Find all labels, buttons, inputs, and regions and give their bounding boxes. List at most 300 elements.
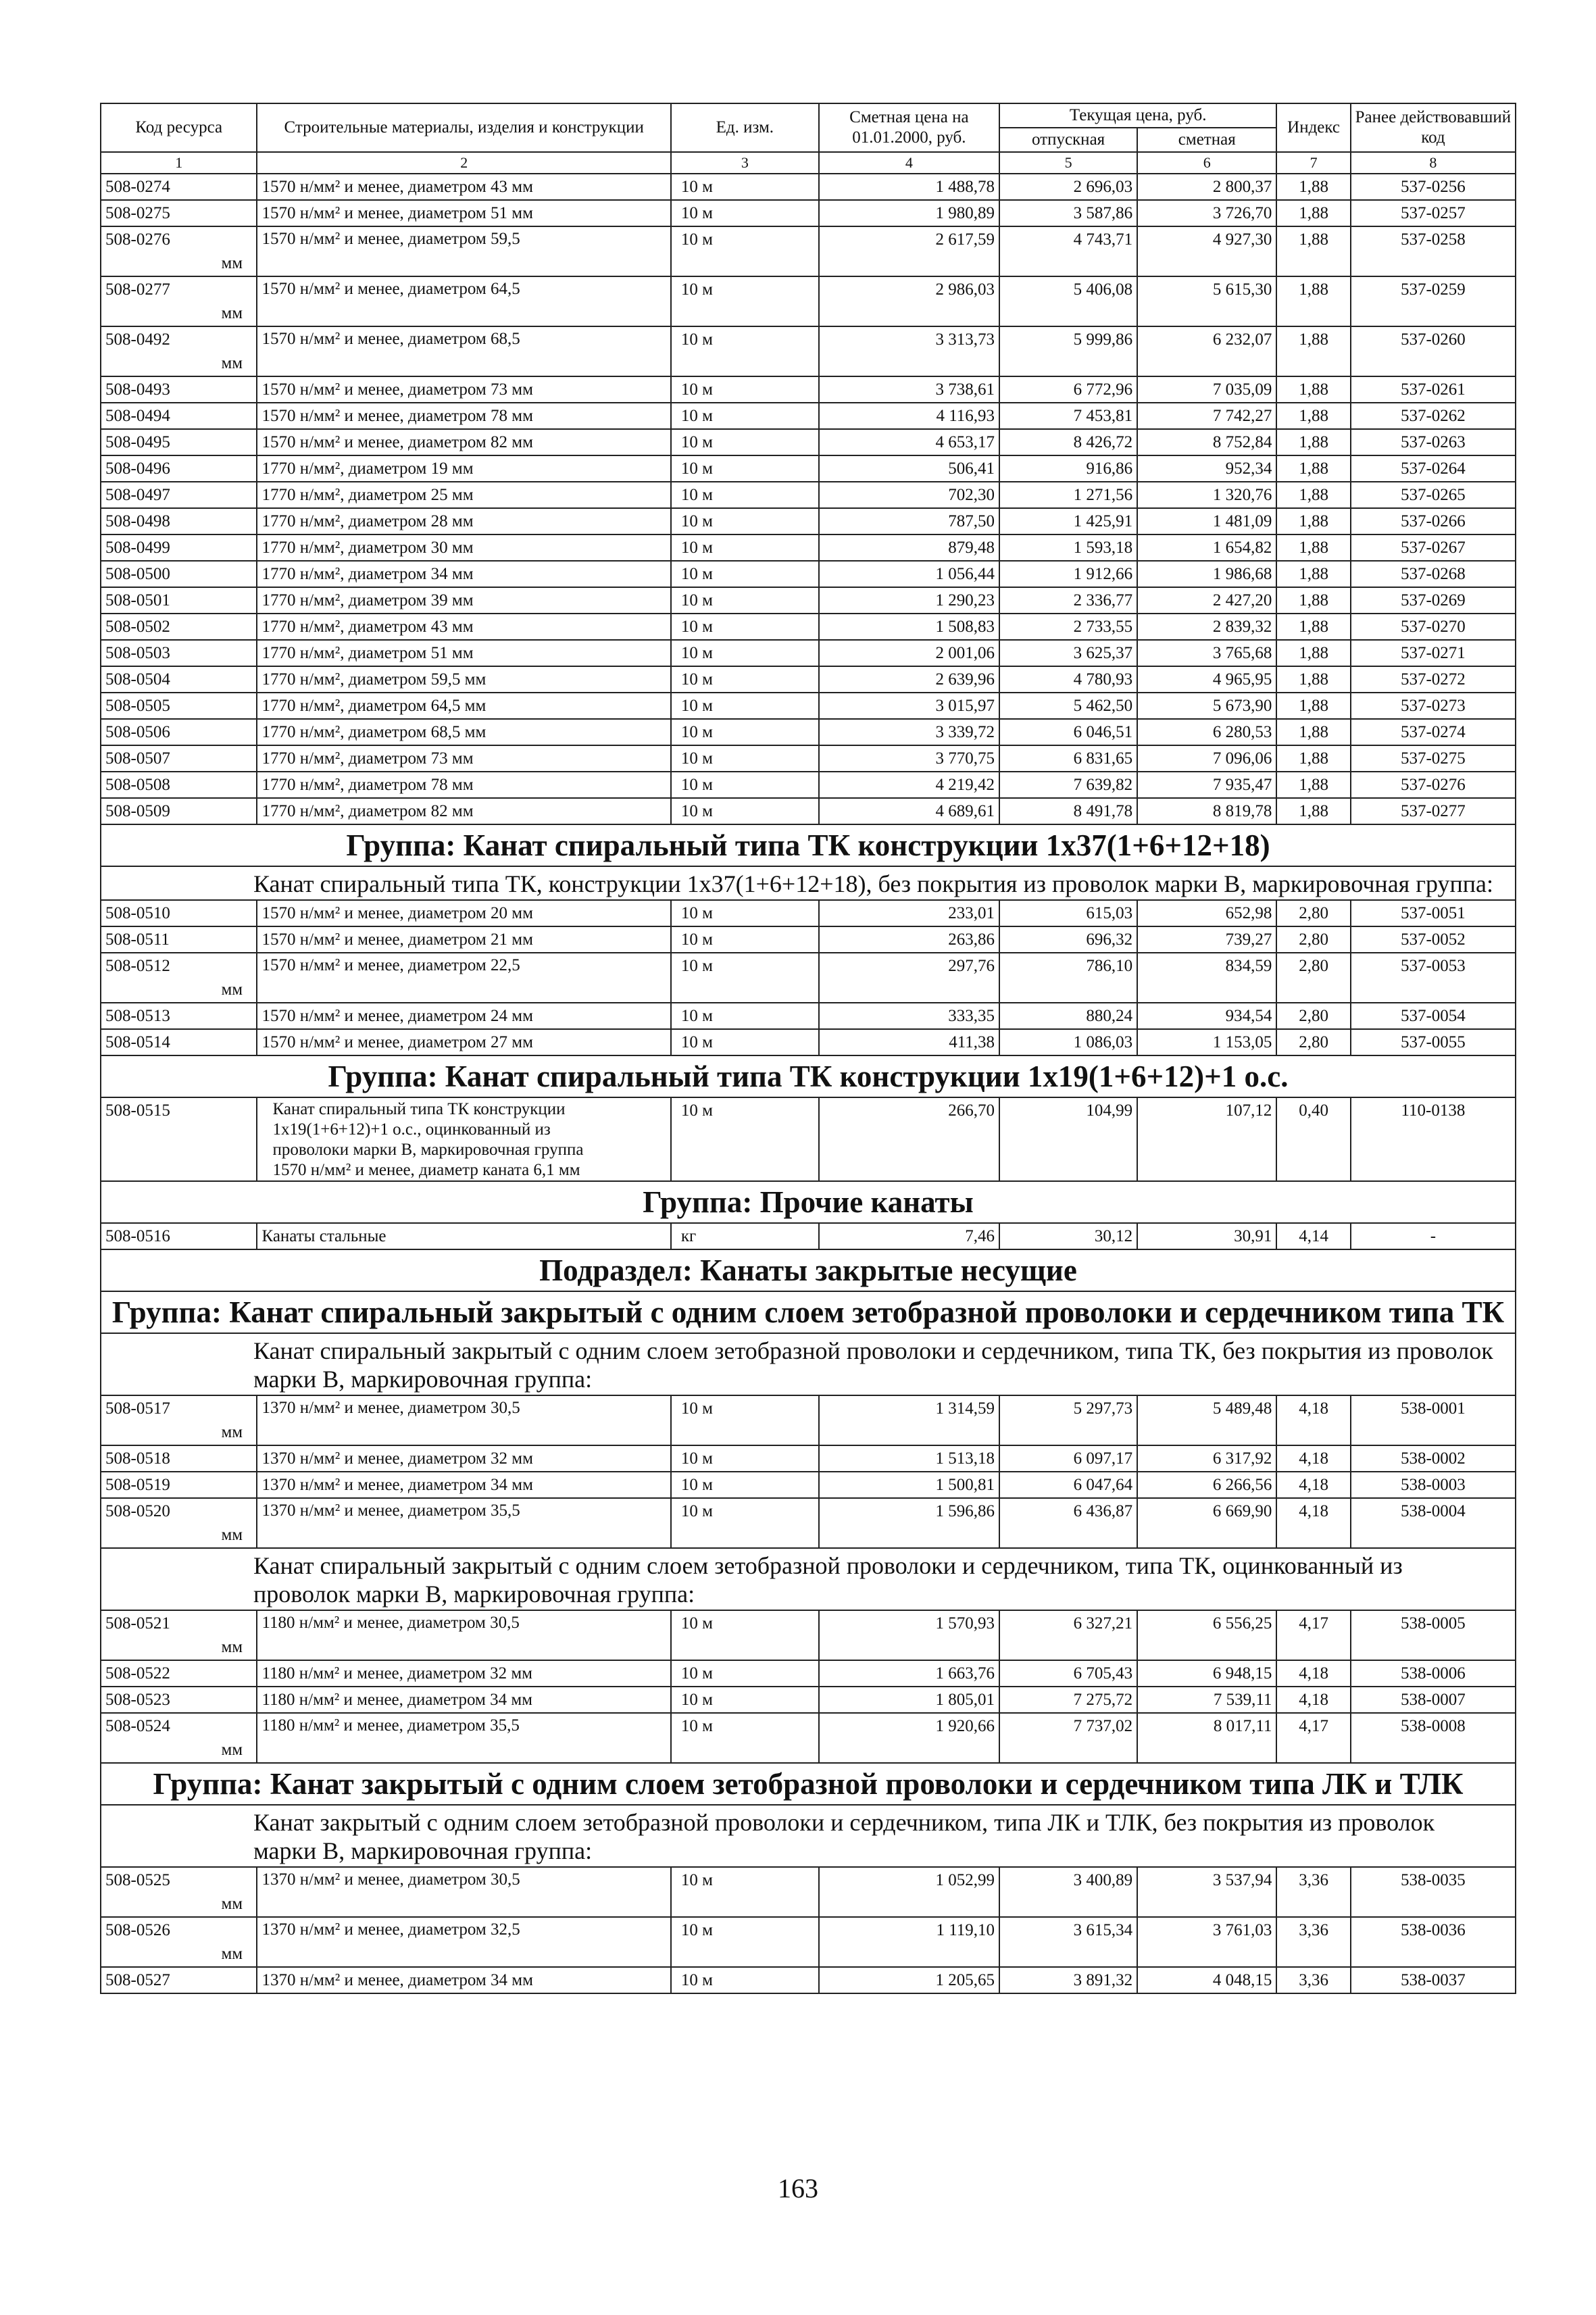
unit-cell: 10 м (671, 953, 819, 1003)
material-text-cont: мм (221, 304, 243, 322)
material-line: 1570 н/мм² и менее, диаметр каната 6,1 мм (272, 1161, 580, 1179)
index-cell: 1,88 (1276, 561, 1350, 587)
description-text: Канат спиральный типа ТК, конструкции 1х37(1+6+12+18), без покрытия из проволок марки В, маркировочная группа: (101, 866, 1516, 900)
material-text: 1570 н/мм² и менее, диаметром 59,5 (261, 230, 520, 248)
group-title: Подраздел: Канаты закрытые несущие (101, 1249, 1516, 1291)
unit-cell: 10 м (671, 455, 819, 482)
release-price-cell: 6 705,43 (999, 1660, 1137, 1687)
table-row (101, 1395, 1516, 1445)
prev-code-cell: 538-0008 (1351, 1713, 1516, 1763)
resource-code: 508-0508 (101, 772, 257, 798)
table-row (101, 174, 1516, 200)
prev-code-cell: - (1351, 1223, 1516, 1249)
table-row (101, 666, 1516, 693)
price-2000-cell: 1 119,10 (819, 1917, 999, 1967)
prev-code-cell: 537-0261 (1351, 376, 1516, 403)
group-description (101, 1333, 1516, 1395)
resource-code: 508-0518 (101, 1445, 257, 1472)
table-row (101, 1917, 1516, 1967)
unit-cell: 10 м (671, 403, 819, 429)
index-cell: 1,88 (1276, 640, 1350, 666)
table-row (101, 1687, 1516, 1713)
resource-code: 508-0505 (101, 693, 257, 719)
release-price-cell: 3 615,34 (999, 1917, 1137, 1967)
prev-code-cell: 537-0256 (1351, 174, 1516, 200)
unit-cell: 10 м (671, 1867, 819, 1917)
estimate-price-cell: 1 320,76 (1137, 482, 1276, 508)
table-row (101, 482, 1516, 508)
estimate-price-cell: 2 427,20 (1137, 587, 1276, 614)
material-cell: 1370 н/мм² и менее, диаметром 34 мм (257, 1967, 670, 1993)
material-cell (221, 326, 670, 376)
material-cell: 1770 н/мм², диаметром 30 мм (257, 534, 670, 561)
material-cell (221, 1867, 670, 1917)
prev-code-cell: 538-0007 (1351, 1687, 1516, 1713)
material-text: 1180 н/мм² и менее, диаметром 30,5 (261, 1614, 520, 1632)
group-heading (101, 1291, 1516, 1333)
group-title: Группа: Канат спиральный закрытый с одним слоем зетобразной проволоки и сердечником типа ТК (101, 1291, 1516, 1333)
estimate-price-cell: 4 048,15 (1137, 1967, 1276, 1993)
release-price-cell: 8 491,78 (999, 798, 1137, 824)
price-2000-cell: 2 639,96 (819, 666, 999, 693)
unit-cell: 10 м (671, 614, 819, 640)
resource-code: 508-0523 (101, 1687, 257, 1713)
estimate-price-cell: 8 752,84 (1137, 429, 1276, 455)
price-2000-cell: 1 920,66 (819, 1713, 999, 1763)
index-cell: 1,88 (1276, 226, 1350, 276)
release-price-cell: 4 743,71 (999, 226, 1137, 276)
resource-code: 508-0506 (101, 719, 257, 745)
material-cell: 1180 н/мм² и менее, диаметром 34 мм (257, 1687, 670, 1713)
material-text-cont: мм (221, 1895, 243, 1913)
table-row (101, 693, 1516, 719)
table-row (101, 1660, 1516, 1687)
unit-cell: 10 м (671, 798, 819, 824)
resource-code: 508-0503 (101, 640, 257, 666)
material-text-cont: мм (221, 980, 243, 999)
material-text: 1180 н/мм² и менее, диаметром 35,5 (261, 1716, 520, 1735)
unit-cell: 10 м (671, 1660, 819, 1687)
estimate-price-cell: 30,91 (1137, 1223, 1276, 1249)
price-2000-cell: 2 986,03 (819, 276, 999, 326)
estimate-price-cell: 6 232,07 (1137, 326, 1276, 376)
estimate-price-cell: 7 742,27 (1137, 403, 1276, 429)
table-row (101, 508, 1516, 534)
resource-code: 508-0499 (101, 534, 257, 561)
material-cell (221, 1917, 670, 1967)
price-2000-cell: 333,35 (819, 1003, 999, 1029)
resource-code: 508-0524 (101, 1713, 257, 1763)
unit-cell: 10 м (671, 1003, 819, 1029)
estimate-price-cell: 3 726,70 (1137, 200, 1276, 226)
index-cell: 1,88 (1276, 508, 1350, 534)
estimate-price-cell: 7 035,09 (1137, 376, 1276, 403)
table-row (101, 561, 1516, 587)
material-cell: 1770 н/мм², диаметром 82 мм (257, 798, 670, 824)
header-material: Строительные материалы, изделия и конструкции (257, 103, 670, 152)
resource-code: 508-0510 (101, 900, 257, 926)
price-2000-cell: 1 205,65 (819, 1967, 999, 1993)
price-2000-cell: 233,01 (819, 900, 999, 926)
resource-code: 508-0276 (101, 226, 257, 276)
resource-code: 508-0493 (101, 376, 257, 403)
table-row (101, 1967, 1516, 1993)
release-price-cell: 6 327,21 (999, 1610, 1137, 1660)
index-cell: 4,18 (1276, 1660, 1350, 1687)
release-price-cell: 1 425,91 (999, 508, 1137, 534)
index-cell: 1,88 (1276, 376, 1350, 403)
release-price-cell: 6 436,87 (999, 1498, 1137, 1548)
material-line: проволоки марки В, маркировочная группа (272, 1141, 584, 1159)
resource-code: 508-0512 (101, 953, 257, 1003)
material-cell: 1770 н/мм², диаметром 64,5 мм (257, 693, 670, 719)
estimate-price-cell: 1 654,82 (1137, 534, 1276, 561)
estimate-price-cell: 3 765,68 (1137, 640, 1276, 666)
prev-code-cell: 537-0265 (1351, 482, 1516, 508)
material-cell (221, 953, 670, 1003)
index-cell: 4,18 (1276, 1472, 1350, 1498)
unit-cell: кг (671, 1223, 819, 1249)
price-2000-cell: 1 513,18 (819, 1445, 999, 1472)
price-2000-cell: 1 663,76 (819, 1660, 999, 1687)
material-cell: 1770 н/мм², диаметром 34 мм (257, 561, 670, 587)
prev-code-cell: 537-0276 (1351, 772, 1516, 798)
release-price-cell: 6 831,65 (999, 745, 1137, 772)
group-title: Группа: Канат закрытый с одним слоем зетобразной проволоки и сердечником типа ЛК и ТЛК (101, 1763, 1516, 1805)
col-number: 1 (101, 152, 257, 174)
page-number: 163 (778, 2173, 818, 2204)
material-cell: 1180 н/мм² и менее, диаметром 32 мм (257, 1660, 670, 1687)
group-description (101, 1548, 1516, 1610)
table-row (101, 376, 1516, 403)
estimate-price-cell: 5 673,90 (1137, 693, 1276, 719)
index-cell: 1,88 (1276, 798, 1350, 824)
prev-code-cell: 537-0274 (1351, 719, 1516, 745)
table-row (101, 1003, 1516, 1029)
prev-code-cell: 537-0266 (1351, 508, 1516, 534)
index-cell: 3,36 (1276, 1867, 1350, 1917)
group-heading (101, 1763, 1516, 1805)
estimate-price-cell: 1 986,68 (1137, 561, 1276, 587)
material-cell: 1770 н/мм², диаметром 59,5 мм (257, 666, 670, 693)
table-row (101, 226, 1516, 276)
table-row (101, 640, 1516, 666)
prev-code-cell: 538-0035 (1351, 1867, 1516, 1917)
resource-code: 508-0514 (101, 1029, 257, 1055)
resource-code: 508-0515 (101, 1097, 257, 1181)
col-number: 6 (1137, 152, 1276, 174)
price-2000-cell: 1 508,83 (819, 614, 999, 640)
unit-cell: 10 м (671, 587, 819, 614)
estimate-price-cell: 6 669,90 (1137, 1498, 1276, 1548)
table-row (101, 455, 1516, 482)
prev-code-cell: 537-0053 (1351, 953, 1516, 1003)
resource-code: 508-0504 (101, 666, 257, 693)
price-2000-cell: 3 015,97 (819, 693, 999, 719)
index-cell: 1,88 (1276, 429, 1350, 455)
material-text: 1370 н/мм² и менее, диаметром 32,5 (261, 1920, 520, 1939)
unit-cell: 10 м (671, 772, 819, 798)
estimate-price-cell: 6 948,15 (1137, 1660, 1276, 1687)
table-row (101, 276, 1516, 326)
release-price-cell: 7 453,81 (999, 403, 1137, 429)
resource-code: 508-0497 (101, 482, 257, 508)
resource-code: 508-0521 (101, 1610, 257, 1660)
prev-code-cell: 537-0262 (1351, 403, 1516, 429)
material-text-cont: мм (221, 1423, 243, 1441)
price-2000-cell: 1 805,01 (819, 1687, 999, 1713)
release-price-cell: 696,32 (999, 926, 1137, 953)
table-row (101, 1097, 1516, 1181)
release-price-cell: 7 639,82 (999, 772, 1137, 798)
index-cell: 4,18 (1276, 1445, 1350, 1472)
table-row (101, 1867, 1516, 1917)
description-text: Канат закрытый с одним слоем зетобразной проволоки и сердечником, типа ЛК и ТЛК, без покрытия из проволок марки В, маркировочная группа: (101, 1805, 1516, 1867)
table-row (101, 1498, 1516, 1548)
material-cell: 1570 н/мм² и менее, диаметром 73 мм (257, 376, 670, 403)
material-cell: 1570 н/мм² и менее, диаметром 82 мм (257, 429, 670, 455)
index-cell: 1,88 (1276, 276, 1350, 326)
index-cell: 3,36 (1276, 1917, 1350, 1967)
resource-code: 508-0507 (101, 745, 257, 772)
price-2000-cell: 879,48 (819, 534, 999, 561)
table-row (101, 534, 1516, 561)
index-cell: 1,88 (1276, 174, 1350, 200)
index-cell: 1,88 (1276, 587, 1350, 614)
material-cell: 1570 н/мм² и менее, диаметром 27 мм (257, 1029, 670, 1055)
resource-code: 508-0527 (101, 1967, 257, 1993)
estimate-price-cell: 2 839,32 (1137, 614, 1276, 640)
material-cell: Канаты стальные (257, 1223, 670, 1249)
table-row (101, 403, 1516, 429)
unit-cell: 10 м (671, 719, 819, 745)
prev-code-cell: 537-0054 (1351, 1003, 1516, 1029)
release-price-cell: 6 046,51 (999, 719, 1137, 745)
release-price-cell: 2 733,55 (999, 614, 1137, 640)
release-price-cell: 3 400,89 (999, 1867, 1137, 1917)
table-row (101, 1223, 1516, 1249)
prev-code-cell: 537-0257 (1351, 200, 1516, 226)
group-title: Группа: Канат спиральный типа ТК конструкции 1х19(1+6+12)+1 о.с. (101, 1055, 1516, 1097)
table-row (101, 326, 1516, 376)
prev-code-cell: 538-0005 (1351, 1610, 1516, 1660)
estimate-price-cell: 952,34 (1137, 455, 1276, 482)
prev-code-cell: 537-0264 (1351, 455, 1516, 482)
prev-code-cell: 538-0036 (1351, 1917, 1516, 1967)
table-row (101, 798, 1516, 824)
table-body (101, 174, 1516, 1993)
unit-cell: 10 м (671, 693, 819, 719)
material-text-cont: мм (221, 254, 243, 272)
table-row (101, 1029, 1516, 1055)
table-row (101, 1610, 1516, 1660)
table-row (101, 429, 1516, 455)
table-row (101, 926, 1516, 953)
table-header (101, 103, 1516, 174)
material-cell: 1570 н/мм² и менее, диаметром 21 мм (257, 926, 670, 953)
index-cell: 1,88 (1276, 200, 1350, 226)
material-text-cont: мм (221, 1945, 243, 1963)
price-2000-cell: 1 488,78 (819, 174, 999, 200)
index-cell: 4,17 (1276, 1610, 1350, 1660)
unit-cell: 10 м (671, 534, 819, 561)
prev-code-cell: 538-0001 (1351, 1395, 1516, 1445)
prev-code-cell: 537-0260 (1351, 326, 1516, 376)
material-cell: 1570 н/мм² и менее, диаметром 20 мм (257, 900, 670, 926)
index-cell: 3,36 (1276, 1967, 1350, 1993)
table-row (101, 1445, 1516, 1472)
release-price-cell: 615,03 (999, 900, 1137, 926)
release-price-cell: 8 426,72 (999, 429, 1137, 455)
price-2000-cell: 3 770,75 (819, 745, 999, 772)
unit-cell: 10 м (671, 429, 819, 455)
material-text-cont: мм (221, 354, 243, 372)
unit-cell: 10 м (671, 1395, 819, 1445)
index-cell: 0,40 (1276, 1097, 1350, 1181)
prev-code-cell: 537-0271 (1351, 640, 1516, 666)
prev-code-cell: 537-0055 (1351, 1029, 1516, 1055)
prev-code-cell: 537-0277 (1351, 798, 1516, 824)
material-cell (221, 276, 670, 326)
estimate-price-cell: 7 935,47 (1137, 772, 1276, 798)
estimate-price-cell: 8 017,11 (1137, 1713, 1276, 1763)
price-2000-cell: 702,30 (819, 482, 999, 508)
index-cell: 4,17 (1276, 1713, 1350, 1763)
estimate-price-cell: 739,27 (1137, 926, 1276, 953)
unit-cell: 10 м (671, 174, 819, 200)
price-2000-cell: 263,86 (819, 926, 999, 953)
header-release-price: отпускная (999, 128, 1137, 152)
price-2000-cell: 1 500,81 (819, 1472, 999, 1498)
unit-cell: 10 м (671, 482, 819, 508)
material-cell: 1370 н/мм² и менее, диаметром 34 мм (257, 1472, 670, 1498)
price-2000-cell: 1 596,86 (819, 1498, 999, 1548)
estimate-price-cell: 107,12 (1137, 1097, 1276, 1181)
material-text-cont: мм (221, 1741, 243, 1759)
price-2000-cell: 2 617,59 (819, 226, 999, 276)
release-price-cell: 4 780,93 (999, 666, 1137, 693)
price-2000-cell: 266,70 (819, 1097, 999, 1181)
release-price-cell: 6 097,17 (999, 1445, 1137, 1472)
price-2000-cell: 3 313,73 (819, 326, 999, 376)
unit-cell: 10 м (671, 745, 819, 772)
price-2000-cell: 1 314,59 (819, 1395, 999, 1445)
release-price-cell: 3 587,86 (999, 200, 1137, 226)
release-price-cell: 2 336,77 (999, 587, 1137, 614)
unit-cell: 10 м (671, 200, 819, 226)
prev-code-cell: 537-0052 (1351, 926, 1516, 953)
estimate-price-cell: 6 556,25 (1137, 1610, 1276, 1660)
prev-code-cell: 110-0138 (1351, 1097, 1516, 1181)
index-cell: 2,80 (1276, 1003, 1350, 1029)
group-heading (101, 1181, 1516, 1223)
prev-code-cell: 538-0006 (1351, 1660, 1516, 1687)
release-price-cell: 3 625,37 (999, 640, 1137, 666)
estimate-price-cell: 5 615,30 (1137, 276, 1276, 326)
index-cell: 2,80 (1276, 900, 1350, 926)
estimate-price-cell: 1 153,05 (1137, 1029, 1276, 1055)
resource-code: 508-0525 (101, 1867, 257, 1917)
material-line: 1х19(1+6+12)+1 о.с., оцинкованный из (272, 1120, 551, 1139)
material-cell (257, 1097, 670, 1181)
release-price-cell: 5 462,50 (999, 693, 1137, 719)
unit-cell: 10 м (671, 1498, 819, 1548)
material-text: 1370 н/мм² и менее, диаметром 35,5 (261, 1501, 520, 1520)
prev-code-cell: 538-0003 (1351, 1472, 1516, 1498)
col-number: 5 (999, 152, 1137, 174)
material-cell: 1370 н/мм² и менее, диаметром 32 мм (257, 1445, 670, 1472)
unit-cell: 10 м (671, 1097, 819, 1181)
price-2000-cell: 787,50 (819, 508, 999, 534)
resource-code: 508-0513 (101, 1003, 257, 1029)
index-cell: 1,88 (1276, 326, 1350, 376)
unit-cell: 10 м (671, 926, 819, 953)
release-price-cell: 7 275,72 (999, 1687, 1137, 1713)
prev-code-cell: 537-0273 (1351, 693, 1516, 719)
subsection-heading (101, 1249, 1516, 1291)
material-cell: 1770 н/мм², диаметром 39 мм (257, 587, 670, 614)
price-2000-cell: 1 980,89 (819, 200, 999, 226)
header-index: Индекс (1276, 103, 1350, 152)
unit-cell: 10 м (671, 326, 819, 376)
estimate-price-cell: 6 317,92 (1137, 1445, 1276, 1472)
unit-cell: 10 м (671, 1445, 819, 1472)
material-cell: 1770 н/мм², диаметром 28 мм (257, 508, 670, 534)
estimate-price-cell: 7 539,11 (1137, 1687, 1276, 1713)
release-price-cell: 30,12 (999, 1223, 1137, 1249)
index-cell: 1,88 (1276, 403, 1350, 429)
col-number: 7 (1276, 152, 1350, 174)
price-2000-cell: 1 056,44 (819, 561, 999, 587)
group-title: Группа: Прочие канаты (101, 1181, 1516, 1223)
material-text: 1570 н/мм² и менее, диаметром 68,5 (261, 330, 520, 348)
prev-code-cell: 537-0270 (1351, 614, 1516, 640)
resource-code: 508-0494 (101, 403, 257, 429)
price-2000-cell: 2 001,06 (819, 640, 999, 666)
estimate-price-cell: 5 489,48 (1137, 1395, 1276, 1445)
material-cell (221, 226, 670, 276)
col-number: 4 (819, 152, 999, 174)
price-2000-cell: 4 689,61 (819, 798, 999, 824)
table-row (101, 719, 1516, 745)
table-row (101, 1472, 1516, 1498)
prev-code-cell: 537-0275 (1351, 745, 1516, 772)
index-cell: 2,80 (1276, 926, 1350, 953)
unit-cell: 10 м (671, 1610, 819, 1660)
index-cell: 1,88 (1276, 455, 1350, 482)
index-cell: 1,88 (1276, 772, 1350, 798)
header-price-2000: Сметная цена на 01.01.2000, руб. (819, 103, 999, 152)
table-row (101, 1713, 1516, 1763)
unit-cell: 10 м (671, 1472, 819, 1498)
index-cell: 1,88 (1276, 614, 1350, 640)
unit-cell: 10 м (671, 1713, 819, 1763)
material-text-cont: мм (221, 1526, 243, 1544)
release-price-cell: 6 772,96 (999, 376, 1137, 403)
prev-code-cell: 537-0259 (1351, 276, 1516, 326)
price-2000-cell: 3 738,61 (819, 376, 999, 403)
table-row (101, 587, 1516, 614)
col-number: 8 (1351, 152, 1516, 174)
prev-code-cell: 537-0051 (1351, 900, 1516, 926)
resource-code: 508-0492 (101, 326, 257, 376)
unit-cell: 10 м (671, 561, 819, 587)
resource-code: 508-0511 (101, 926, 257, 953)
release-price-cell: 786,10 (999, 953, 1137, 1003)
index-cell: 1,88 (1276, 745, 1350, 772)
release-price-cell: 7 737,02 (999, 1713, 1137, 1763)
resource-code: 508-0502 (101, 614, 257, 640)
